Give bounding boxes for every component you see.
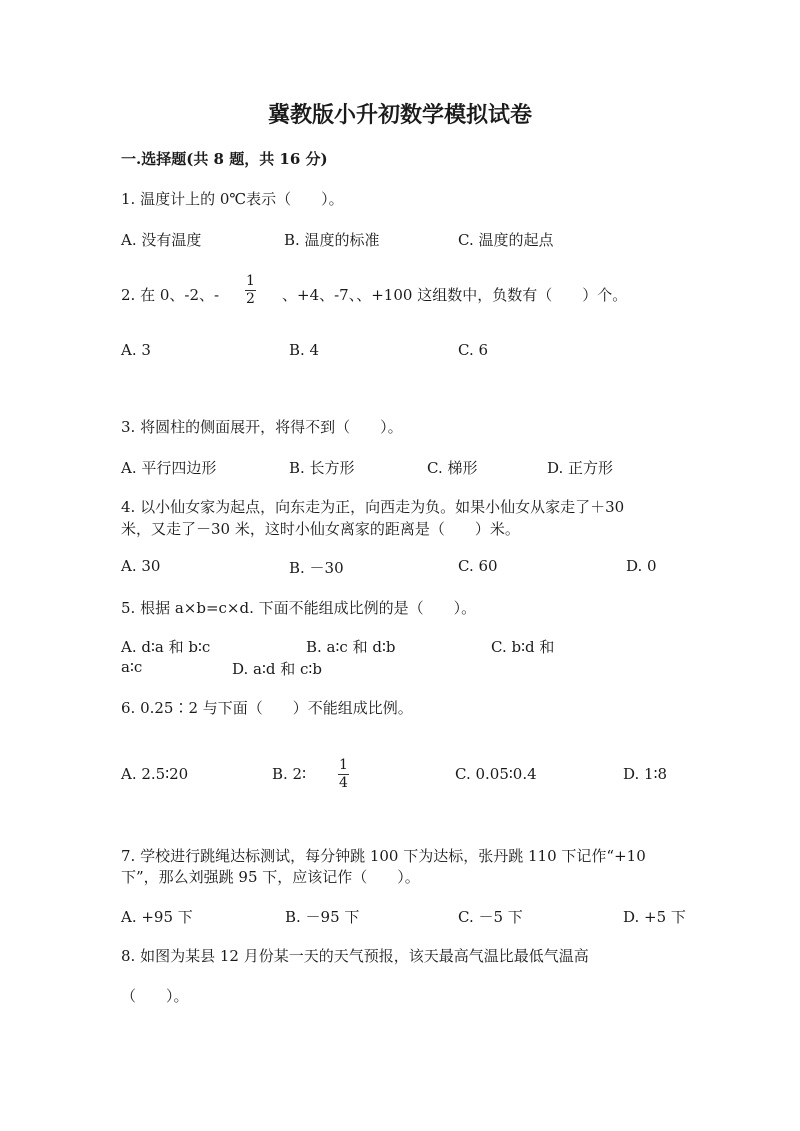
question-6-option-d: D. 1∶8: [623, 765, 668, 783]
question-6-option-b-fraction: [338, 758, 349, 791]
question-7-option-b: B. －95 下: [285, 908, 360, 926]
question-2-fraction: [245, 274, 256, 307]
question-4-stem-line1: 4. 以小仙女家为起点，向东走为正，向西走为负。如果小仙女从家走了＋30: [121, 498, 625, 516]
question-5-option-a: A. d∶a 和 b∶c: [121, 638, 211, 656]
question-4-option-d: D. 0: [626, 557, 657, 575]
question-5-stem: 5. 根据 a×b=c×d. 下面不能组成比例的是（ ）。: [121, 599, 477, 617]
question-6-stem: 6. 0.25∶2 与下面（ ）不能组成比例。: [121, 699, 413, 717]
question-5-option-d: D. a∶d 和 c∶b: [232, 660, 322, 678]
question-3-option-c: C. 梯形: [427, 459, 478, 477]
question-1-stem: 1. 温度计上的 0℃表示（ ）。: [121, 190, 344, 208]
question-4-option-b: B. －30: [289, 559, 344, 577]
question-3-option-a: A. 平行四边形: [121, 459, 217, 477]
fraction-denominator: 4: [339, 775, 348, 791]
question-5-option-c: C. b∶d 和: [491, 638, 555, 656]
question-3-option-d: D. 正方形: [547, 459, 614, 477]
question-7-option-a: A. +95 下: [121, 908, 193, 926]
question-5-option-b: B. a∶c 和 d∶b: [306, 638, 396, 656]
question-7-stem-line2: 下”，那么刘强跳 95 下，应该记作（ ）。: [121, 868, 420, 886]
question-8-stem-line2: （ ）。: [121, 987, 189, 1005]
fraction-denominator: 2: [246, 291, 255, 307]
question-2-option-b: B. 4: [289, 341, 320, 359]
question-1-option-c: C. 温度的起点: [458, 231, 554, 249]
question-3-option-b: B. 长方形: [289, 459, 355, 477]
page-title: 冀教版小升初数学模拟试卷: [267, 102, 532, 128]
question-3-stem: 3. 将圆柱的侧面展开，将得不到（ ）。: [121, 418, 403, 436]
question-6-option-c: C. 0.05∶0.4: [455, 765, 537, 783]
question-8-stem-line1: 8. 如图为某县 12 月份某一天的天气预报，该天最高气温比最低气温高: [121, 947, 589, 965]
question-2-option-c: C. 6: [458, 341, 489, 359]
question-4-stem-line2: 米，又走了－30 米，这时小仙女离家的距离是（ ）米。: [121, 520, 520, 538]
question-5-option-c-continued: a∶c: [121, 658, 143, 676]
question-7-stem-line1: 7. 学校进行跳绳达标测试，每分钟跳 100 下为达标，张丹跳 110 下记作“+10: [121, 847, 646, 865]
section-heading: 一.选择题(共 8 题，共 16 分): [121, 150, 328, 168]
question-6-option-b: B. 2∶: [272, 765, 307, 783]
question-2-option-a: A. 3: [121, 341, 151, 359]
question-4-option-c: C. 60: [458, 557, 498, 575]
question-2-stem-start: 2. 在 0、-2、-: [121, 286, 220, 304]
question-7-option-c: C. －5 下: [458, 908, 523, 926]
question-7-option-d: D. +5 下: [623, 908, 686, 926]
fraction-numerator: 1: [339, 757, 348, 773]
question-2-stem-end: 、+4、-7、、+100 这组数中，负数有（ ）个。: [282, 286, 628, 304]
question-1-option-b: B. 温度的标准: [284, 231, 380, 249]
question-1-option-a: A. 没有温度: [121, 231, 202, 249]
fraction-numerator: 1: [246, 273, 255, 289]
question-4-option-a: A. 30: [121, 557, 161, 575]
question-6-option-a: A. 2.5∶20: [121, 765, 189, 783]
